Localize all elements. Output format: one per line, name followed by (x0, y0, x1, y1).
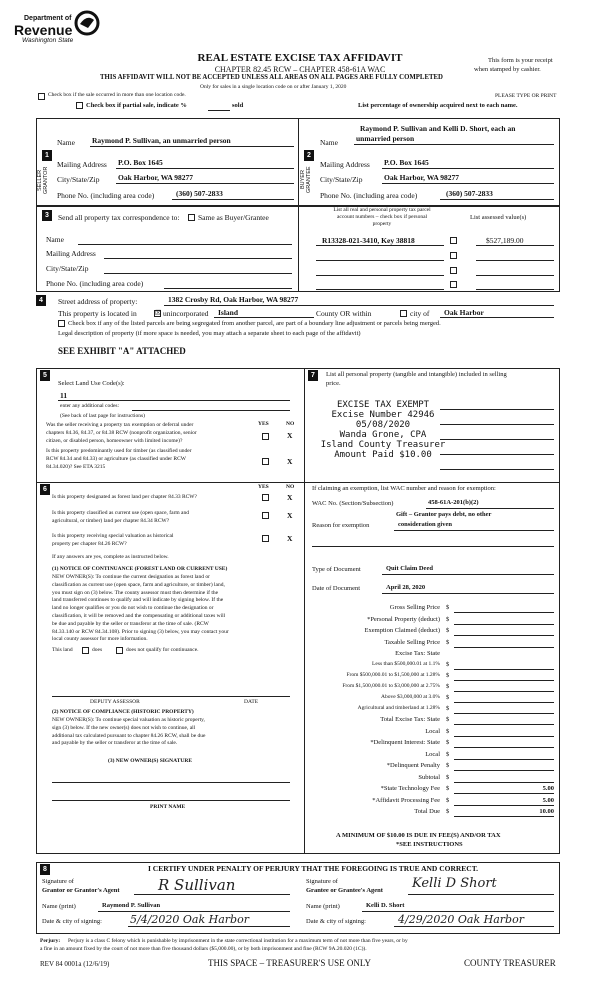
deputy-assessor-label: DEPUTY ASSESSOR (90, 699, 140, 705)
notice1-line: land no longer qualifies or you do not wish to continue the designation or (52, 605, 214, 612)
calc-line[interactable] (454, 612, 554, 613)
seller-phone[interactable]: (360) 507-2833 (176, 189, 223, 198)
corr-name-label: Name (46, 235, 64, 244)
perjury-text: Perjury is a class C felony which is punishable by imprisonment in the state correctional institution for a maximum term of not more than five years, or by (68, 938, 408, 944)
grantor-sig-of: Signature of (42, 878, 74, 885)
grantee-date-line (394, 926, 554, 927)
s6-q3-no-mark[interactable]: X (287, 534, 293, 543)
s5-yes-hdr: YES (258, 421, 269, 427)
certify-text: I CERTIFY UNDER PENALTY OF PERJURY THAT THE FOREGOING IS TRUE AND CORRECT. (148, 864, 479, 873)
legal-label: Legal description of property (if more space is needed, you may attach a separate sheet to each page of the affidavit) (58, 330, 361, 337)
grantor-name[interactable]: Raymond P. Sullivan (102, 902, 161, 909)
unincorporated-label: unincorporated (163, 309, 209, 318)
s5-q2-no-mark[interactable]: X (287, 457, 293, 466)
s5-q1b: chapters 84.36, 84.37, or 84.38 RCW (nonprofit organization, senior (46, 430, 197, 436)
section-4-badge: 4 (36, 295, 46, 306)
doc-type[interactable]: Quit Claim Deed (386, 565, 433, 572)
doc-type-label: Type of Document (312, 566, 361, 573)
doc-date[interactable]: April 28, 2020 (386, 584, 426, 591)
wac-claim-label: If claiming an exemption, list WAC number and reason for exemption: (312, 485, 496, 492)
grantee-date-city[interactable]: 4/29/2020 Oak Harbor (398, 913, 524, 926)
partial-sold-label: sold (232, 102, 244, 109)
seller-mailing[interactable]: P.O. Box 1645 (118, 158, 163, 167)
same-as-buyer-label: Same as Buyer/Grantee (198, 213, 269, 222)
stamp-line-4: Wanda Grone, CPA (339, 430, 427, 440)
notice1-line: classification, it will be removed and the compensating or additional taxes will (52, 613, 226, 619)
calc-label: *Delinquent Penalty (386, 762, 440, 769)
acct-hdr-3: property (372, 221, 392, 227)
s6-q1-yes-checkbox[interactable] (262, 494, 269, 501)
calc-label: Gross Selling Price (389, 604, 440, 611)
calc-label: *Personal Property (deduct) (367, 615, 440, 623)
s6-q3b: property per chapter 84.26 RCW? (52, 541, 127, 547)
notice2-title: (2) NOTICE OF COMPLIANCE (HISTORIC PROPERTY) (52, 709, 194, 715)
buyer-name-1[interactable]: Raymond P. Sullivan and Kelli D. Short, each an (360, 124, 516, 133)
s6-q1-no-mark[interactable]: X (287, 493, 293, 502)
calc-label: Exemption Claimed (deduct) (364, 627, 440, 634)
section-1-badge: 1 (42, 150, 52, 161)
notice1-line: classification as current use (open space, farm and agriculture, or timber) land, (52, 581, 225, 588)
receipt-note-1: This form is your receipt (488, 57, 553, 64)
receipt-note-2: when stamped by cashier. (474, 66, 541, 73)
acct-hdr-1: List all real and personal property tax parcel (333, 207, 431, 213)
grantee-name-line (362, 911, 554, 912)
excise-exempt-stamp (318, 400, 448, 460)
county[interactable]: Island (218, 308, 239, 317)
buyer-mailing-line (382, 168, 554, 169)
parcel-field-2[interactable] (316, 260, 444, 261)
street-line (164, 305, 554, 306)
seller-name[interactable]: Raymond P. Sullivan, an unmarried person (92, 136, 231, 145)
dollar-sign: $ (446, 796, 450, 804)
notice2-line: additional tax calculated pursuant to chapter 84.26 RCW, shall be due (52, 732, 206, 739)
corr-mailing-field[interactable] (104, 258, 292, 259)
additional-codes-field[interactable] (132, 410, 290, 411)
grantee-name[interactable]: Kelli D. Short (366, 902, 405, 909)
seller-side-label: SELLER GRANTOR (37, 166, 49, 194)
calc-line[interactable] (454, 691, 554, 692)
s5-q1a: Was the seller receiving a property tax exemption or deferral under (46, 422, 194, 428)
dollar-sign: $ (446, 638, 450, 646)
logo-line1: Department of (24, 15, 72, 22)
buyer-city[interactable]: Oak Harbor, WA 98277 (384, 173, 460, 182)
buyer-phone[interactable]: (360) 507-2833 (446, 189, 493, 198)
s6-if-yes: If any answers are yes, complete as instructed below. (52, 554, 169, 560)
s6-q3-yes-checkbox[interactable] (262, 535, 269, 542)
s5-s6-divider (36, 482, 304, 483)
parcel-line-1 (316, 245, 444, 246)
street-label: Street address of property: (58, 297, 138, 306)
form-warning: THIS AFFIDAVIT WILL NOT BE ACCEPTED UNLESS ALL AREAS ON ALL PAGES ARE FULLY COMPLETED (100, 74, 443, 81)
calc-label: Total Due (414, 808, 440, 815)
calc-line[interactable] (454, 805, 554, 806)
grantee-date-label: Date & city of signing: (306, 918, 366, 925)
multi-location-checkbox[interactable] (38, 93, 45, 100)
assessor-signature-field[interactable] (52, 696, 290, 697)
calc-line[interactable] (454, 782, 554, 783)
parcel-personal-checkbox-3[interactable] (450, 267, 457, 274)
calc-label: Agricultural and timberland at 1.28% (357, 705, 440, 711)
city-line (440, 317, 554, 318)
seller-name-line (90, 146, 294, 147)
calc-line[interactable] (454, 816, 554, 817)
parcel-field-4[interactable] (316, 289, 444, 290)
s5-no-hdr: NO (286, 421, 295, 427)
property-city[interactable]: Oak Harbor (444, 308, 484, 317)
section-6-badge: 6 (40, 484, 50, 495)
section-3-badge: 3 (42, 210, 52, 221)
corr-city-label: City/State/Zip (46, 264, 89, 273)
main-divider (304, 368, 305, 854)
calc-label: Above $3,000,000 at 3.0% (381, 694, 440, 700)
multi-location-label: Check box if the sale occurred in more than one location code. (48, 92, 186, 98)
partial-sale-label: Check box if partial sale, indicate % (86, 102, 187, 109)
dollar-sign: $ (446, 672, 450, 679)
buyer-phone-label: Phone No. (including area code) (320, 191, 418, 200)
value-field-3[interactable] (476, 275, 554, 276)
grantor-signature[interactable]: R Sullivan (158, 876, 236, 894)
grantee-sig-of: Signature of (306, 878, 338, 885)
s5-q1c: citizen, or disabled person, homeowner with limited income)? (46, 438, 183, 444)
buyer-mailing[interactable]: P.O. Box 1645 (384, 158, 429, 167)
s5-q2-yes-checkbox[interactable] (262, 458, 269, 465)
new-owner-signature-field[interactable] (52, 782, 290, 783)
calc-value[interactable]: 5.00 (542, 785, 554, 792)
s5-q2b: RCW 84.34 and 84.33) or agriculture (as classified under RCW (46, 456, 186, 462)
buyer-name-label: Name (320, 138, 338, 147)
dollar-sign: $ (446, 604, 450, 611)
notice1-title: (1) NOTICE OF CONTINUANCE (FOREST LAND OR CURRENT USE) (52, 566, 228, 572)
wac-line (426, 508, 554, 509)
segregated-note: Check box if any of the listed parcels are being segregated from another parcel, are part of a boundary line adjustment or parcels being merged. (68, 320, 441, 327)
new-owner-sig-label: (3) NEW OWNER(S) SIGNATURE (108, 758, 192, 764)
parcel-field-3[interactable] (316, 275, 444, 276)
grantor-name-label: Name (print) (42, 903, 76, 910)
grantor-name-line (98, 911, 290, 912)
seller-city[interactable]: Oak Harbor, WA 98277 (118, 173, 194, 182)
dollar-sign: $ (446, 615, 450, 623)
does-checkbox[interactable] (82, 647, 89, 654)
corr-name-field[interactable] (78, 244, 292, 245)
street-address[interactable]: 1382 Crosby Rd, Oak Harbor, WA 98277 (168, 295, 299, 304)
s6-q2-yes-checkbox[interactable] (262, 512, 269, 519)
calc-line[interactable] (454, 724, 554, 725)
does-not-label: does not qualify for continuance. (126, 647, 199, 653)
buyer-side-label: BUYER GRANTEE (300, 166, 312, 194)
parcel-personal-checkbox-1[interactable] (450, 237, 457, 244)
notice1-line: 84.33.140 or RCW 84.34.108). Prior to signing (3) below, you may contact your (52, 628, 229, 635)
form-title: REAL ESTATE EXCISE TAX AFFIDAVIT (197, 52, 403, 64)
buyer-name-line (354, 144, 554, 145)
calc-line[interactable] (454, 747, 554, 748)
s5-q1-no-mark[interactable]: X (287, 431, 293, 440)
dollar-sign: $ (446, 661, 450, 668)
personal-prop-field-1[interactable] (440, 409, 554, 410)
grantee-sig-line (408, 894, 554, 895)
notice1-line: local county assessor for more information. (52, 636, 148, 643)
calc-label: *State Technology Fee (380, 785, 440, 792)
seller-phone-label: Phone No. (including area code) (57, 191, 155, 200)
assessor-date-label: DATE (244, 699, 259, 705)
calc-label: Local (425, 727, 440, 735)
corr-phone-field[interactable] (164, 288, 292, 289)
personal-prop-field-4[interactable] (440, 454, 554, 455)
grantor-agent-label: Grantor or Grantor's Agent (42, 887, 120, 894)
seller-name-label: Name (57, 138, 75, 147)
s6-q2b: agricultural, or timber) land per chapter 84.34 RCW? (52, 518, 170, 524)
calc-label: Taxable Selling Price (384, 638, 440, 646)
buyer-mailing-label: Mailing Address (320, 160, 370, 169)
dollar-sign: $ (446, 683, 450, 690)
seller-city-line (116, 183, 294, 184)
parcel-personal-checkbox-4[interactable] (450, 281, 457, 288)
minimum-note: A MINIMUM OF $10.00 IS DUE IN FEE(S) AND/OR TAX (336, 832, 501, 839)
land-use-label: Select Land Use Code(s): (58, 380, 125, 387)
corr-mailing-label: Mailing Address (46, 249, 96, 258)
county-line (214, 317, 314, 318)
calc-line[interactable] (454, 680, 554, 681)
section-2-badge: 2 (304, 150, 314, 161)
buyer-city-line (382, 183, 554, 184)
unincorporated-checkbox[interactable]: ☒ (155, 309, 162, 317)
segregated-checkbox[interactable] (58, 320, 65, 327)
grantor-date-line (128, 926, 290, 927)
gift-text[interactable]: Gift – Grantor pays debt, no other (396, 511, 492, 518)
personal-prop-field-3[interactable] (440, 439, 554, 440)
perjury-label: Perjury: (40, 938, 61, 944)
wac-label: WAC No. (Section/Subsection) (312, 500, 394, 507)
dollar-sign: $ (446, 716, 450, 723)
corr-city-field[interactable] (104, 273, 292, 274)
dollar-sign: $ (446, 739, 450, 746)
legal-description[interactable]: SEE EXHIBIT "A" ATTACHED (58, 346, 186, 356)
stamp-line-3: 05/08/2020 (355, 420, 411, 430)
form-number: REV 84 0001a (12/6/19) (40, 960, 110, 968)
calc-value[interactable]: 10.00 (539, 808, 554, 815)
calc-line[interactable] (454, 713, 554, 714)
calc-line[interactable] (454, 669, 554, 670)
county-label: County OR within (316, 309, 372, 318)
same-as-buyer-checkbox[interactable] (188, 214, 195, 221)
s5-q1-yes-checkbox[interactable] (262, 433, 269, 440)
does-not-checkbox[interactable] (116, 647, 123, 654)
s6-q2a: Is this property classified as current use (open space, farm and (52, 510, 189, 516)
logo-line2: Revenue (14, 22, 73, 38)
print-name-field[interactable] (52, 800, 290, 801)
stamp-line-1: EXCISE TAX EXEMPT (336, 400, 430, 410)
stamp-line-2: Excise Number 42946 (331, 410, 435, 420)
calc-label: *Affidavit Processing Fee (372, 796, 440, 804)
dollar-sign: $ (446, 808, 450, 815)
calc-label: *Delinquent Interest: State (370, 739, 440, 746)
s6-q3a: Is this property receiving special valuation as historical (52, 533, 174, 539)
print-name-label: PRINT NAME (150, 804, 186, 810)
stamp-line-5: Island County Treasurer (320, 440, 446, 450)
assessed-value[interactable]: $527,189.00 (486, 236, 524, 245)
partial-pct-field[interactable] (208, 110, 230, 111)
s5-q2c: 84.34.020)? See ETA 3215 (46, 464, 106, 470)
s6-no-hdr: NO (286, 484, 295, 490)
logo-line3: Washington State (22, 37, 74, 44)
perjury-text-2: a fine in an amount fixed by the court of not more than five thousand dollars ($5,000.00), or by both imprisonment and fine (RCW 9A.20.020 (1C)). (40, 946, 367, 952)
dollar-sign: $ (446, 705, 450, 712)
reason-line (394, 530, 554, 531)
dollar-sign: $ (446, 750, 450, 758)
personal-prop-label-a: List all personal property (tangible and intangible) included in selling (326, 371, 507, 378)
seller-city-label: City/State/Zip (57, 175, 100, 184)
buyer-city-label: City/State/Zip (320, 175, 363, 184)
stamp-line-6: Amount Paid $10.00 (334, 450, 432, 460)
notice1-line: NEW OWNER(S): To continue the current designation as forest land or (52, 574, 210, 580)
dollar-sign: $ (446, 627, 450, 634)
notice1-line: be due and payable by the seller or transferor at the time of sale. (RCW (52, 620, 209, 627)
parties-divider (298, 118, 299, 206)
wac-number[interactable]: 458-61A-201(b)(2) (428, 499, 479, 506)
form-chapter: CHAPTER 82.45 RCW – CHAPTER 458-61A WAC (214, 65, 386, 74)
seller-mailing-line (116, 168, 294, 169)
section-8-badge: 8 (40, 864, 50, 875)
excise-state-label: Excise Tax: State (395, 650, 440, 657)
additional-codes-label: enter any additional codes: (60, 403, 120, 409)
s6-q1: Is this property designated as forest land per chapter 84.33 RCW? (52, 494, 197, 500)
grantee-agent-label: Grantee or Grantee's Agent (306, 887, 383, 894)
reason-field-2[interactable] (312, 546, 554, 547)
calc-line[interactable] (454, 624, 554, 625)
calc-value[interactable]: 5.00 (542, 796, 554, 804)
value-line-1 (476, 245, 554, 246)
personal-prop-field-5[interactable] (440, 469, 554, 470)
sales-note: Only for sales in a single location code on or after January 1, 2020 (200, 84, 347, 90)
located-label: This property is located in (58, 309, 137, 318)
land-use-code[interactable]: 11 (60, 391, 68, 400)
please-type: PLEASE TYPE OR PRINT (495, 93, 557, 99)
buyer-phone-line (440, 199, 554, 200)
notice2-line: NEW OWNER(S): To continue special valuation as historic property, (52, 717, 205, 723)
grantor-sig-line (134, 894, 290, 895)
calc-line[interactable] (454, 635, 554, 636)
personal-prop-field-2[interactable] (440, 424, 554, 425)
partial-sale-checkbox[interactable] (76, 102, 83, 109)
notice2-line: and payable by the seller or transferor at the time of sale. (52, 740, 178, 747)
calc-line[interactable] (454, 770, 554, 771)
seller-phone-line (172, 199, 294, 200)
s6-yes-hdr: YES (258, 484, 269, 490)
treasurer-space: THIS SPACE – TREASURER'S USE ONLY (208, 958, 372, 968)
calc-label: From $500,000.01 to $1,500,000 at 1.28% (346, 672, 440, 678)
notice2-line: sign (3) below. If the new owner(s) does not wish to continue, all (52, 724, 196, 731)
calc-label: Local (425, 750, 440, 758)
does-label: does (92, 647, 103, 653)
calc-line[interactable] (454, 702, 554, 703)
calc-label: From $1,500,000.01 to $3,000,000 at 2.75% (342, 683, 440, 689)
ownership-note: List percentage of ownership acquired next to each name. (358, 102, 518, 109)
doc-date-line (382, 593, 554, 594)
grantee-name-label: Name (print) (306, 903, 340, 910)
parcel-personal-checkbox-2[interactable] (450, 252, 457, 259)
value-field-2[interactable] (476, 260, 554, 261)
see-back-label: (See back of last page for instructions) (60, 413, 145, 419)
dollar-sign: $ (446, 785, 450, 792)
s5-q2a: Is this property predominantly used for timber (as classified under (46, 448, 192, 454)
calc-line[interactable] (454, 736, 554, 737)
seller-mailing-label: Mailing Address (57, 160, 107, 169)
calc-label: Total Excise Tax: State (380, 716, 440, 723)
county-treasurer: COUNTY TREASURER (464, 958, 556, 968)
city-of-label: city of (410, 309, 430, 318)
city-checkbox[interactable] (400, 310, 407, 317)
section-5-badge: 5 (40, 370, 50, 381)
grantee-signature[interactable]: Kelli D Short (412, 876, 497, 891)
doc-type-line (382, 574, 554, 575)
grantor-date-label: Date & city of signing: (42, 918, 102, 925)
reason-label: Reason for exemption (312, 522, 370, 529)
correspondence-label: Send all property tax correspondence to: (58, 213, 180, 222)
s6-q2-no-mark[interactable]: X (287, 511, 293, 520)
assessed-hdr: List assessed value(s) (470, 214, 527, 221)
calc-line[interactable] (454, 793, 554, 794)
dollar-sign: $ (446, 694, 450, 701)
doc-date-label: Date of Document (312, 585, 361, 592)
notice1-line: land transferred continues to qualify and will indicate by signing below. If the (52, 597, 224, 604)
calc-line[interactable] (454, 759, 554, 760)
buyer-name-2[interactable]: unmarried person (356, 134, 415, 143)
notice1-line: you must sign on (3) below. The county assessor must then determine if the (52, 589, 219, 596)
acct-hdr-2: account numbers – check box if personal (336, 214, 428, 220)
personal-prop-label-b: price. (326, 380, 341, 387)
see-instructions: *SEE INSTRUCTIONS (396, 841, 463, 848)
calc-line[interactable] (454, 647, 554, 648)
reason-text[interactable]: consideration given (398, 521, 452, 528)
calc-label: Subtotal (418, 773, 440, 781)
land-use-line (58, 400, 290, 401)
section-3-divider (298, 206, 299, 292)
dollar-sign: $ (446, 762, 450, 769)
dollar-sign: $ (446, 727, 450, 735)
value-field-4[interactable] (476, 289, 554, 290)
grantor-date-city[interactable]: 5/4/2020 Oak Harbor (130, 913, 249, 926)
s7-divider (304, 482, 560, 483)
parcel-account[interactable]: R13328-021-3410, Key 38818 (322, 236, 415, 245)
calc-label: Less than $500,000.01 at 1.1% (372, 661, 440, 667)
dor-emblem-icon (74, 10, 100, 36)
dollar-sign: $ (446, 773, 450, 781)
section-7-badge: 7 (308, 370, 318, 381)
corr-phone-label: Phone No. (including area code) (46, 279, 144, 288)
this-land-label: This land (52, 647, 73, 653)
